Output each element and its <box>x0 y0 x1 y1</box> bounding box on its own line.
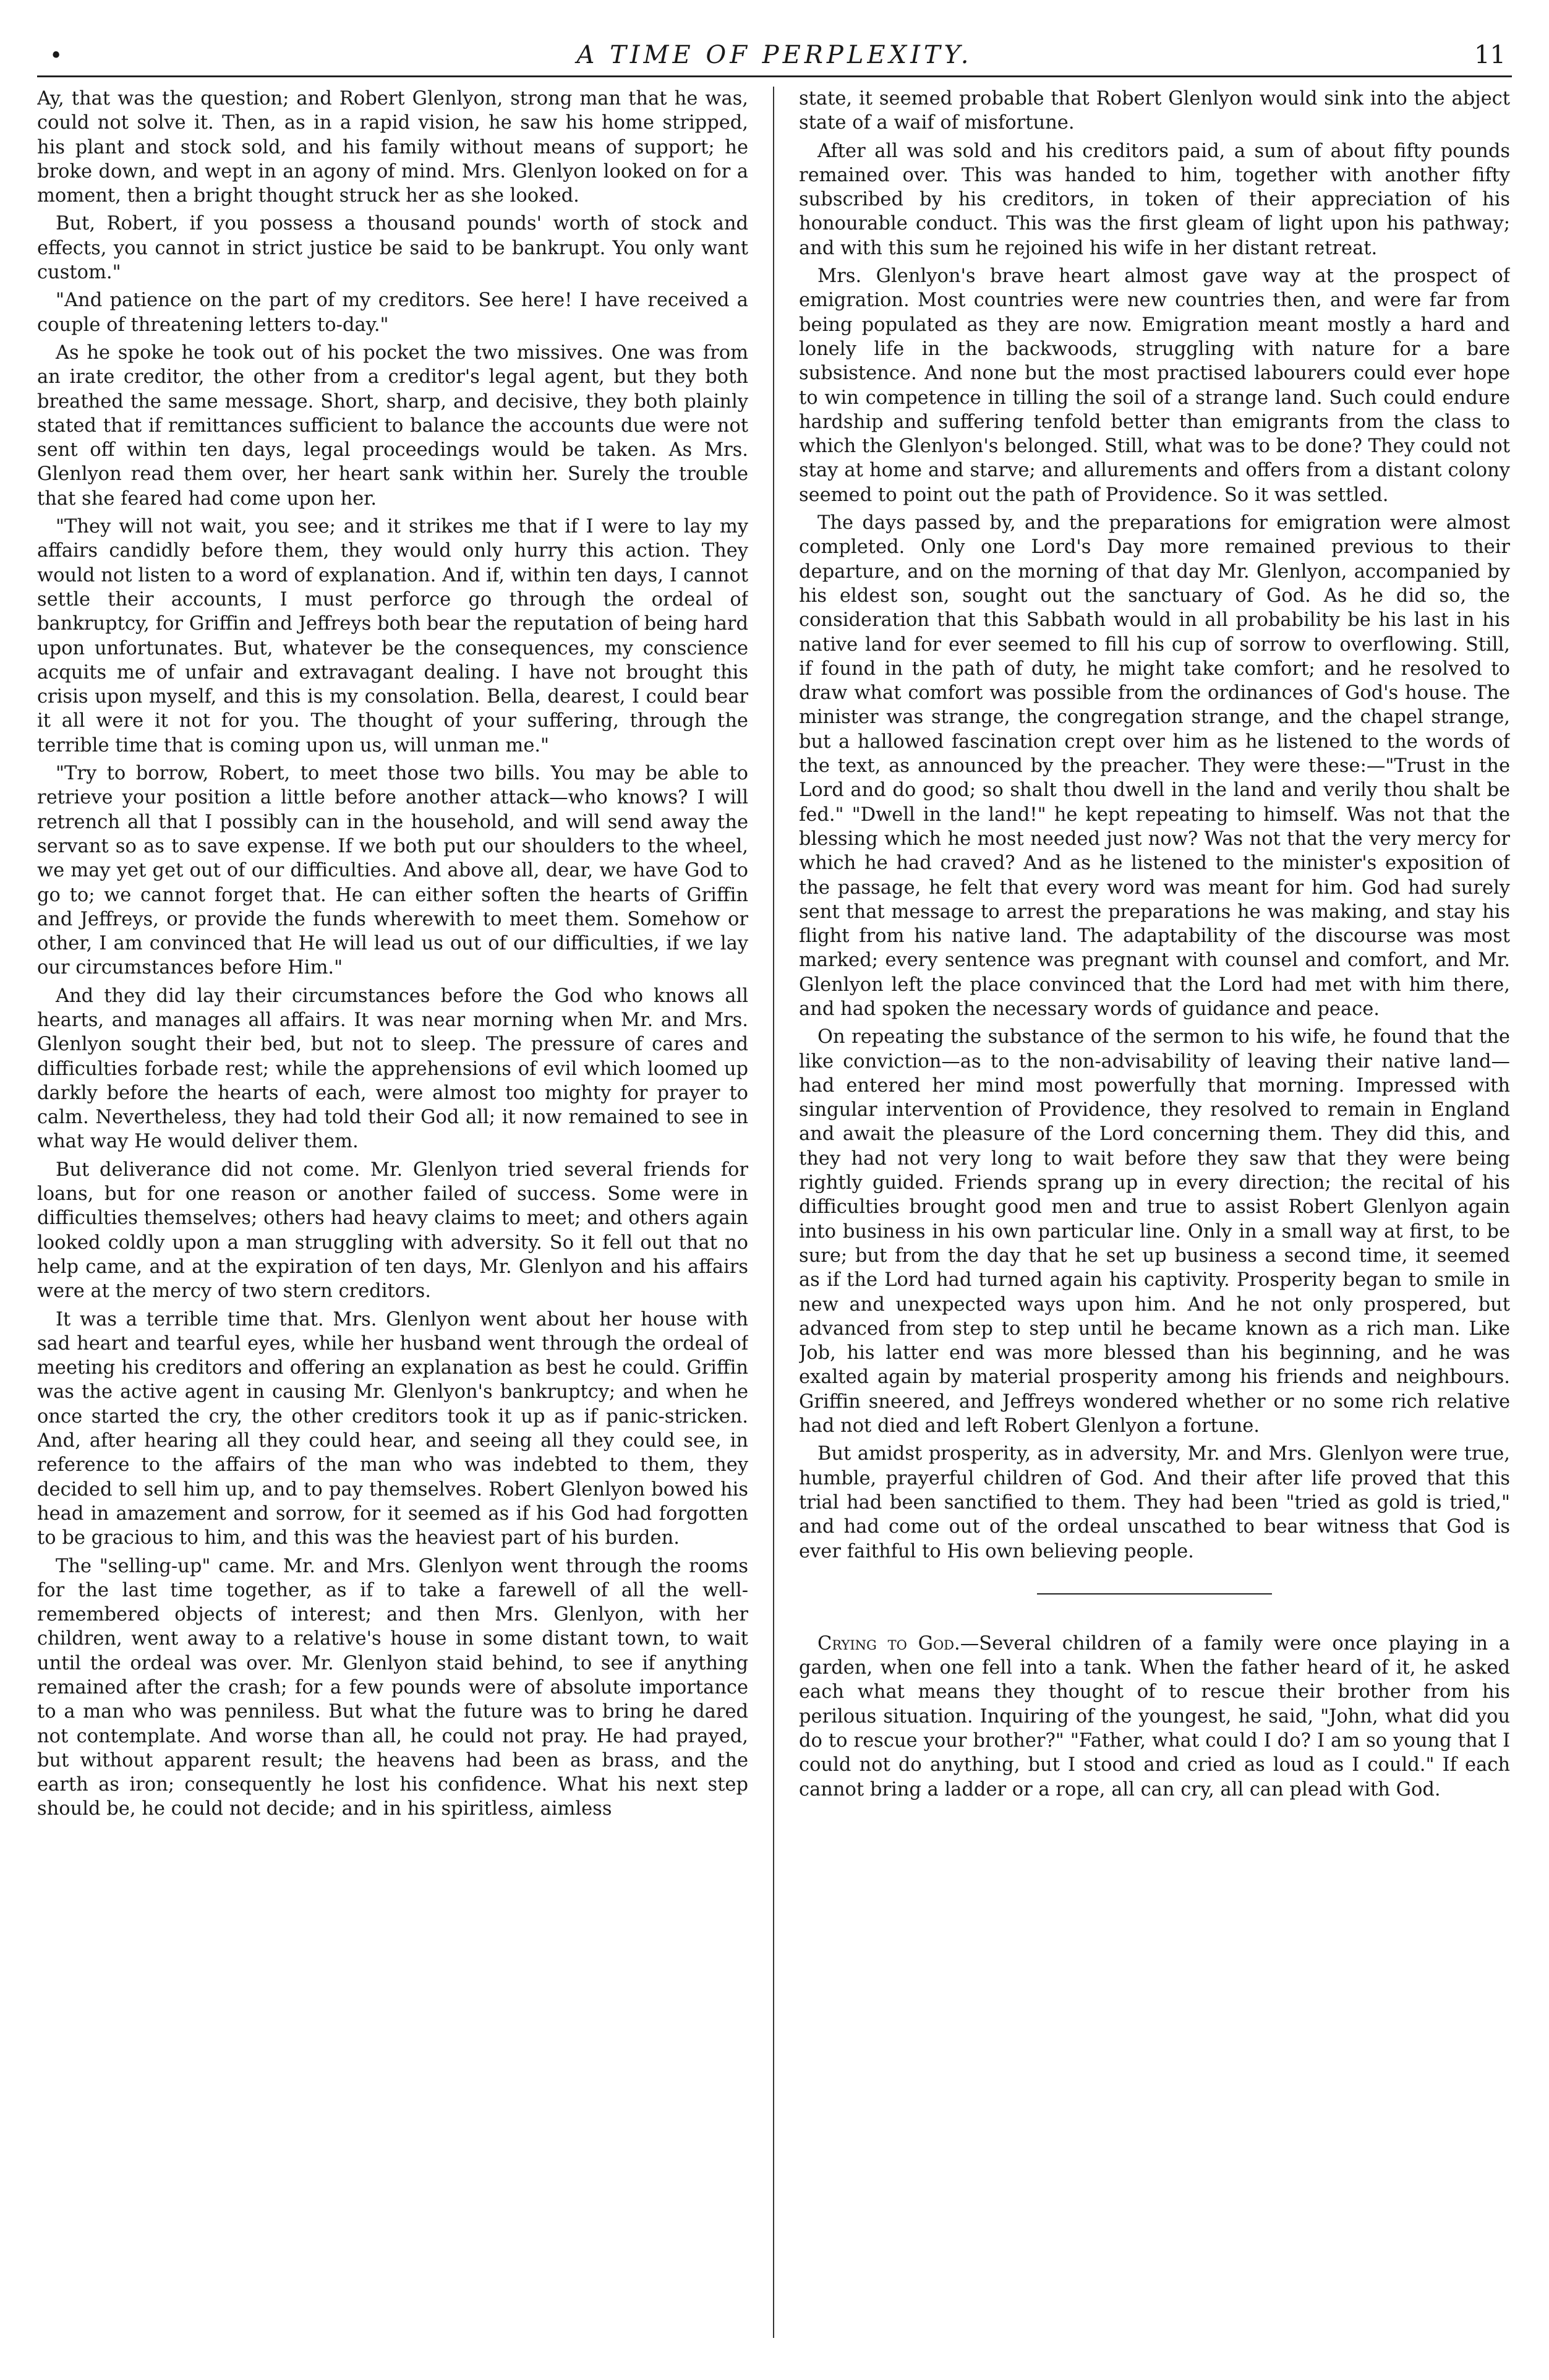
newspaper-page <box>37 37 1512 2344</box>
paragraph: It was a terrible time that. Mrs. Glenlyon went about her house with sad heart and tearful eyes, while her husband went through the ordeal of meeting his creditors and offering an explanation as best he could. Griffin was the active agent in causing Mr. Glenlyon's bankruptcy; and when he once started the cry, the other creditors took it up as if panic-stricken. And, after hearing all they could hear, and seeing all they could see, in reference to the affairs of the man who was indebted to them, they decided to sell him up, and to pay themselves. Robert Glenlyon bowed his head in amazement and sorrow, for it seemed as if his God had forgotten to be gracious to him, and this was the heaviest part of his burden. <box>37 1308 748 1549</box>
right-column <box>799 87 1510 2338</box>
paragraph: The "selling-up" came. Mr. and Mrs. Glenlyon went through the rooms for the last time together, as if to take a farewell of all the well-remembered objects of interest; and then Mrs. Glenlyon, with her children, went away to a relative's house in some distant town, to wait until the ordeal was over. Mr. Glenlyon staid behind, to see if anything remained after the crash; for a few pounds were of absolute importance to a man who was penniless. But what the future was to bring he dared not contemplate. And worse than all, he could not pray. He had prayed, but without apparent result; the heavens had been as brass, and the earth as iron; consequently he lost his confidence. What his next step should be, he could not decide; and in his spiritless, aimless <box>37 1555 748 1820</box>
running-title: A TIME OF PERPLEXITY. <box>576 41 973 69</box>
anecdote-heading: Crying to God. <box>817 1632 960 1654</box>
paragraph: And they did lay their circumstances before the God who knows all hearts, and manages all affairs. It was near morning when Mr. and Mrs. Glenlyon sought their bed, but not to sleep. The pressure of cares and difficulties forbade rest; while the apprehensions of evil which loomed up darkly before the hearts of each, were almost too mighty for prayer to calm. Nevertheless, they had told their God all; it now remained to see in what way He would deliver them. <box>37 985 748 1153</box>
anecdote-paragraph <box>799 1632 1510 1802</box>
column-rule <box>773 87 774 2338</box>
article-columns <box>37 87 1512 2338</box>
paragraph: But deliverance did not come. Mr. Glenlyon tried several friends for loans, but for one reason or another failed of success. Some were in difficulties themselves; others had heavy claims to meet; and others again looked coldly upon a man struggling with adversity. So it fell out that no help came, and at the expiration of ten days, Mr. Glenlyon and his affairs were at the mercy of two stern creditors. <box>37 1158 748 1303</box>
paragraph: "And patience on the part of my creditors. See here! I have received a couple of threatening letters to-day." <box>37 289 748 336</box>
paragraph: As he spoke he took out of his pocket the two missives. One was from an irate creditor, the other from a creditor's legal agent, but they both breathed the same message. Short, sharp, and decisive, they both plainly stated that if remittances sufficient to balance the accounts due were not sent off within ten days, legal proceedings would be taken. As Mrs. Glenlyon read them over, her heart sank within her. Surely the trouble that she feared had come upon her. <box>37 341 748 510</box>
header-mark: • <box>49 43 63 69</box>
page-number: 11 <box>1474 41 1506 69</box>
section-divider <box>1037 1593 1272 1595</box>
page-header <box>37 37 1512 77</box>
paragraph: On repeating the substance of the sermon to his wife, he found that the like conviction—as to the non-advisability of leaving their native land—had entered her mind most powerfully that morning. Impressed with singular intervention of Providence, they resolved to remain in England and await the pleasure of the Lord concerning them. They did this, and they had not very long to wait before they saw that they were being rightly guided. Friends sprang up in every direction; the recital of his difficulties brought good men and true to assist Robert Glenlyon again into business in his own particular line. Only in a small way at first, to be sure; but from the day that he set up business a second time, it seemed as if the Lord had turned again his captivity. Prosperity began to smile in new and unexpected ways upon him. And he not only prospered, but advanced from step to step until he became known as a rich man. Like Job, his latter end was more blessed than his beginning, and he was exalted again by material prosperity among his friends and neighbours. Griffin sneered, and Jeffreys wondered whether or no some rich relative had not died and left Robert Glenlyon a fortune. <box>799 1026 1510 1437</box>
left-column <box>37 87 748 2338</box>
paragraph: "Try to borrow, Robert, to meet those two bills. You may be able to retrieve your position a little before another attack—who knows? I will retrench all that I possibly can in the household, and will send away the servant so as to save expense. If we both put our shoulders to the wheel, we may yet get out of our difficulties. And above all, dear, we have God to go to; we cannot forget that. He can either soften the hearts of Griffin and Jeffreys, or provide the funds wherewith to meet them. Somehow or other, I am convinced that He will lead us out of our difficulties, if we lay our circumstances before Him." <box>37 763 748 979</box>
paragraph: Ay, that was the question; and Robert Glenlyon, strong man that he was, could not solve it. Then, as in a rapid vision, he saw his home stripped, his plant and stock sold, and his family without means of support; he broke down, and wept in an agony of mind. Mrs. Glenlyon looked on for a moment, then a bright thought struck her as she looked. <box>37 88 748 207</box>
anecdote-body: —Several children of a family were once playing in a garden, when one fell into a tank. When the father heard of it, he asked each what means they thought of to rescue their brother from his perilous situation. Inquiring of the youngest, he said, "John, what did you do to rescue your brother?" "Father, what could I do? I am so young that I could not do anything, but I stood and cried as loud as I could." If each cannot bring a ladder or a rope, all can cry, all can plead with God. <box>799 1632 1510 1800</box>
paragraph: After all was sold and his creditors paid, a sum of about fifty pounds remained over. This was handed to him, together with another fifty subscribed by his creditors, in token of their appreciation of his honourable conduct. This was the first gleam of light upon his pathway; and with this sum he rejoined his wife in her distant retreat. <box>799 140 1510 259</box>
paragraph: The days passed by, and the preparations for emigration were almost completed. Only one Lord's Day more remained previous to their departure, and on the morning of that day Mr. Glenlyon, accompanied by his eldest son, sought out the sanctuary of God. As he did so, the consideration that this Sabbath would in all probability be his last in his native land for ever seemed to fill his cup of sorrow to overflowing. Still, if found in the path of duty, he might take comfort; and he resolved to draw what comfort was possible from the ordinances of God's house. The minister was strange, the congregation strange, and the chapel strange, but a hallowed fascination crept over him as he listened to the words of the text, as announced by the preacher. They were these:—"Trust in the Lord and do good; so shalt thou dwell in the land and verily thou shalt be fed." "Dwell in the land!" he kept repeating to himself. Was not that the blessing which he most needed just now? Was not that the very mercy for which he had craved? And as he listened to the minister's exposition of the passage, he felt that every word was meant for him. God had surely sent that message to arrest the preparations he was making, and stay his flight from his native land. The adaptability of the discourse was most marked; every sentence was pregnant with counsel and comfort, and Mr. Glenlyon left the place convinced that the Lord had met with him there, and had spoken the necessary words of guidance and peace. <box>799 512 1510 1020</box>
paragraph: But amidst prosperity, as in adversity, Mr. and Mrs. Glenlyon were true, humble, prayerful children of God. And their after life proved that this trial had been sanctified to them. They had been "tried as gold is tried," and had come out of the ordeal unscathed to bear witness that God is ever faithful to His own believing people. <box>799 1443 1510 1562</box>
paragraph: state, it seemed probable that Robert Glenlyon would sink into the abject state of a waif of misfortune. <box>799 88 1510 134</box>
paragraph: But, Robert, if you possess a thousand pounds' worth of stock and effects, you cannot in strict justice be said to be bankrupt. You only want custom." <box>37 213 748 284</box>
paragraph: Mrs. Glenlyon's brave heart almost gave way at the prospect of emigration. Most countries were new countries then, and were far from being populated as they are now. Emigration meant mostly a hard and lonely life in the backwoods, struggling with nature for a bare subsistence. And none but the most practised labourers could ever hope to win competence in tilling the soil of a strange land. Such could endure hardship and suffering tenfold better than emigrants from the class to which the Glenlyon's belonged. Still, what was to be done? They could not stay at home and starve; and allurements and offers from a distant colony seemed to point out the path of Providence. So it was settled. <box>799 265 1510 506</box>
paragraph: "They will not wait, you see; and it strikes me that if I were to lay my affairs candidly before them, they would only hurry this action. They would not listen to a word of explanation. And if, within ten days, I cannot settle their accounts, I must perforce go through the ordeal of bankruptcy, for Griffin and Jeffreys both bear the reputation of being hard upon unfortunates. But, whatever be the consequences, my conscience acquits me of unfair and extravagant dealing. I have not brought this crisis upon myself, and this is my consolation. Bella, dearest, I could bear it all were it not for you. The thought of your suffering, through the terrible time that is coming upon us, will unman me." <box>37 516 748 756</box>
